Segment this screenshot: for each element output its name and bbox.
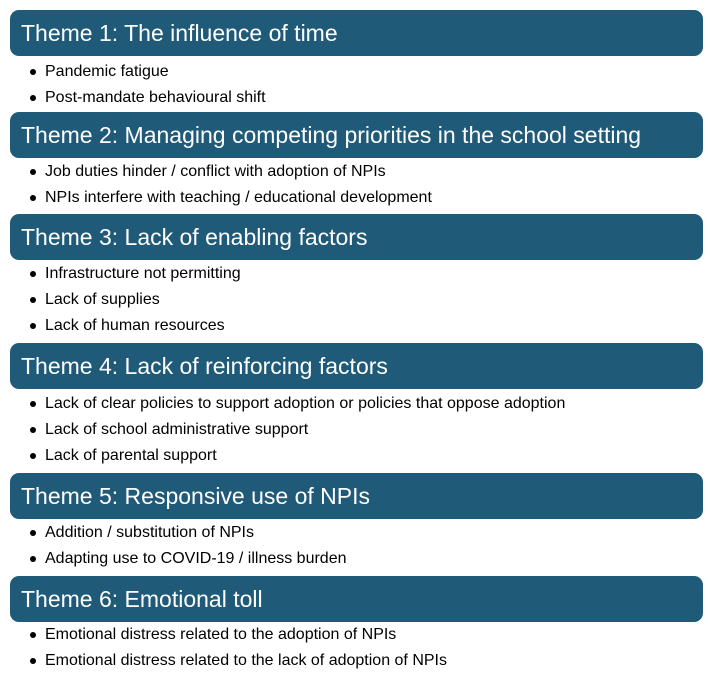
theme-5-bullets xyxy=(30,520,347,572)
bullet-text: Adapting use to COVID-19 / illness burden xyxy=(45,550,347,567)
bullet-icon xyxy=(30,271,36,277)
bullet-icon xyxy=(30,297,36,303)
theme-6-title: Theme 6: Emotional toll xyxy=(21,585,263,612)
bullet-icon xyxy=(30,169,36,175)
list-item xyxy=(30,417,565,443)
bullet-text: NPIs interfere with teaching / educational development xyxy=(45,189,432,206)
bullet-icon xyxy=(30,95,36,101)
bullet-text: Lack of parental support xyxy=(45,447,217,464)
bullet-text: Lack of school administrative support xyxy=(45,421,309,438)
list-item xyxy=(30,261,241,287)
bullet-text: Addition / substitution of NPIs xyxy=(45,524,254,541)
bullet-icon xyxy=(30,323,36,329)
bullet-icon xyxy=(30,556,36,562)
theme-5-header xyxy=(10,473,703,519)
theme-5-title: Theme 5: Responsive use of NPIs xyxy=(21,482,370,509)
theme-2-bullets xyxy=(30,159,432,211)
theme-3-header xyxy=(10,214,703,260)
list-item xyxy=(30,59,266,85)
theme-4-bullets xyxy=(30,391,565,469)
theme-6-bullets xyxy=(30,622,447,674)
bullet-text: Emotional distress related to the lack of adoption of NPIs xyxy=(45,652,447,669)
bullet-text: Post-mandate behavioural shift xyxy=(45,89,266,106)
bullet-icon xyxy=(30,530,36,536)
bullet-text: Lack of supplies xyxy=(45,291,160,308)
theme-3-bullets xyxy=(30,261,241,339)
list-item xyxy=(30,520,347,546)
bullet-icon xyxy=(30,69,36,75)
theme-3-title: Theme 3: Lack of enabling factors xyxy=(21,223,368,250)
list-item xyxy=(30,622,447,648)
bullet-text: Emotional distress related to the adoption of NPIs xyxy=(45,626,397,643)
theme-2-header xyxy=(10,112,703,158)
list-item xyxy=(30,546,347,572)
list-item xyxy=(30,185,432,211)
list-item xyxy=(30,313,241,339)
theme-6-header xyxy=(10,576,703,622)
bullet-text: Infrastructure not permitting xyxy=(45,265,241,282)
theme-4-title: Theme 4: Lack of reinforcing factors xyxy=(21,352,388,379)
bullet-text: Job duties hinder / conflict with adoption of NPIs xyxy=(45,163,386,180)
list-item xyxy=(30,391,565,417)
bullet-icon xyxy=(30,427,36,433)
bullet-icon xyxy=(30,401,36,407)
bullet-icon xyxy=(30,658,36,664)
theme-1-header xyxy=(10,10,703,56)
bullet-icon xyxy=(30,195,36,201)
bullet-text: Lack of clear policies to support adoption or policies that oppose adoption xyxy=(45,395,566,412)
theme-2-title: Theme 2: Managing competing priorities in the school setting xyxy=(21,121,642,148)
theme-1-bullets xyxy=(30,59,266,111)
list-item xyxy=(30,85,266,111)
bullet-icon xyxy=(30,632,36,638)
list-item xyxy=(30,159,432,185)
theme-4-header xyxy=(10,343,703,389)
theme-1-title: Theme 1: The influence of time xyxy=(21,19,338,46)
bullet-text: Pandemic fatigue xyxy=(45,63,169,80)
bullet-icon xyxy=(30,453,36,459)
list-item xyxy=(30,443,565,469)
list-item xyxy=(30,648,447,674)
list-item xyxy=(30,287,241,313)
bullet-text: Lack of human resources xyxy=(45,317,225,334)
